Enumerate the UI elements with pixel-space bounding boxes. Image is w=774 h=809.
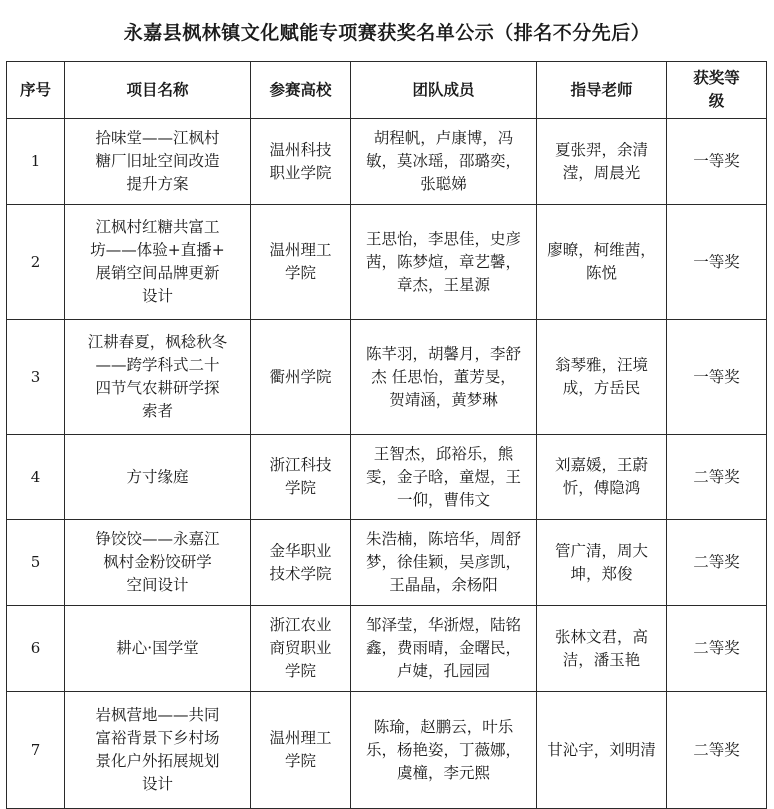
cell-no: 2 xyxy=(7,205,65,320)
cell-members-line: 章杰，王星源 xyxy=(396,275,490,294)
table-row xyxy=(7,119,767,205)
cell-project-line: 糖厂旧址空间改造 xyxy=(95,152,220,170)
table-row xyxy=(7,435,767,520)
cell-project xyxy=(65,320,251,435)
cell-no: 1 xyxy=(7,119,65,205)
cell-project-line: 索者 xyxy=(141,402,173,420)
cell-school-line: 学院 xyxy=(284,264,316,282)
cell-advisors-line: 洁，潘玉艳 xyxy=(562,650,641,669)
cell-project xyxy=(65,606,251,692)
table-row xyxy=(7,320,767,435)
cell-advisors xyxy=(537,520,667,606)
cell-school xyxy=(251,320,351,435)
cell-advisors-line: 甘沁宇，刘明清 xyxy=(547,740,656,759)
cell-award: 一等奖 xyxy=(667,119,767,205)
cell-award: 二等奖 xyxy=(667,435,767,520)
cell-school xyxy=(251,435,351,520)
cell-project-line: 铮饺饺——永嘉江 xyxy=(95,530,220,548)
cell-members-line: 梦，徐佳颖，吴彦凯， xyxy=(365,553,521,571)
cell-award: 二等奖 xyxy=(667,606,767,692)
cell-project-line: 景化户外拓展规划 xyxy=(95,752,220,770)
cell-advisors-line: 滢，周晨光 xyxy=(562,163,641,182)
header-no: 序号 xyxy=(7,62,65,119)
cell-project xyxy=(65,119,251,205)
cell-advisors-line: 刘嘉媛，王蔚 xyxy=(554,456,648,474)
cell-members-line: 贺靖涵，黄梦琳 xyxy=(389,390,498,409)
header-award-line: 获奖等 xyxy=(693,69,740,87)
cell-advisors-line: 陈悦 xyxy=(585,264,617,282)
cell-school xyxy=(251,119,351,205)
header-members: 团队成员 xyxy=(351,62,537,119)
cell-members xyxy=(351,520,537,606)
cell-school-line: 衢州学院 xyxy=(269,367,332,386)
cell-members-line: 一仰，曹伟文 xyxy=(396,490,490,509)
page-title: 永嘉县枫林镇文化赋能专项赛获奖名单公示（排名不分先后） xyxy=(123,22,651,44)
cell-members-line: 王智杰，邱裕乐，熊 xyxy=(373,444,514,463)
cell-project-line: 富裕背景下乡村场 xyxy=(95,729,220,747)
cell-no: 3 xyxy=(7,320,65,435)
header-award xyxy=(667,62,767,119)
cell-project-line: 岩枫营地——共同 xyxy=(95,706,220,724)
cell-members xyxy=(351,435,537,520)
cell-school-line: 学院 xyxy=(284,479,316,497)
cell-members-line: 鑫，费雨晴，金曙民， xyxy=(365,639,521,657)
cell-school-line: 浙江科技 xyxy=(269,456,332,474)
cell-project xyxy=(65,520,251,606)
header-advisors: 指导老师 xyxy=(537,62,667,119)
cell-advisors-line: 夏张羿，余清 xyxy=(554,140,648,159)
cell-advisors-line: 张林文君，高 xyxy=(554,627,648,646)
cell-school-line: 温州科技 xyxy=(269,140,332,159)
cell-school-line: 学院 xyxy=(284,752,316,770)
cell-school-line: 学院 xyxy=(284,662,316,680)
cell-project-line: 设计 xyxy=(141,775,173,793)
cell-no: 6 xyxy=(7,606,65,692)
award-table xyxy=(6,61,767,809)
cell-no: 4 xyxy=(7,435,65,520)
cell-members-line: 王思怡，李思佳，史彦 xyxy=(365,229,521,248)
cell-advisors-line: 坤，郑俊 xyxy=(570,564,633,583)
table-row xyxy=(7,606,767,692)
table-row xyxy=(7,205,767,320)
cell-members xyxy=(351,320,537,435)
cell-members-line: 胡程帆，卢康博，冯 xyxy=(373,129,514,147)
cell-members xyxy=(351,119,537,205)
cell-award: 二等奖 xyxy=(667,692,767,809)
cell-advisors-line: 廖暸，柯维茜， xyxy=(547,241,656,259)
cell-project xyxy=(65,435,251,520)
cell-project-line: 提升方案 xyxy=(126,175,189,193)
cell-members-line: 乐，杨艳姿，丁薇娜， xyxy=(365,740,521,759)
cell-advisors xyxy=(537,320,667,435)
cell-award: 一等奖 xyxy=(667,320,767,435)
cell-school xyxy=(251,692,351,809)
cell-advisors xyxy=(537,692,667,809)
cell-school-line: 温州理工 xyxy=(269,729,332,747)
cell-project-line: 方寸缘庭 xyxy=(126,467,189,486)
cell-no: 5 xyxy=(7,520,65,606)
cell-advisors xyxy=(537,119,667,205)
cell-project xyxy=(65,692,251,809)
cell-members-line: 王晶晶，余杨阳 xyxy=(389,576,498,594)
cell-project-line: 四节气农耕研学探 xyxy=(95,379,220,397)
cell-members-line: 张聪娣 xyxy=(420,175,467,193)
cell-school-line: 技术学院 xyxy=(269,564,332,583)
cell-advisors-line: 成，方岳民 xyxy=(562,379,641,397)
cell-school xyxy=(251,606,351,692)
cell-project-line: 设计 xyxy=(141,287,173,305)
cell-members-line: 雯，金子晗，童煜，王 xyxy=(365,467,521,486)
cell-school-line: 温州理工 xyxy=(269,241,332,259)
cell-project xyxy=(65,205,251,320)
cell-project-line: ——跨学科式二十 xyxy=(95,356,220,374)
cell-members-line: 茜，陈梦煊，章艺馨， xyxy=(365,252,521,271)
cell-members-line: 杰 任思怡，董芳旻， xyxy=(371,367,516,386)
cell-members xyxy=(351,692,537,809)
cell-advisors-line: 管广清，周大 xyxy=(554,541,648,560)
cell-advisors xyxy=(537,205,667,320)
header-school: 参赛高校 xyxy=(251,62,351,119)
cell-project-line: 空间设计 xyxy=(126,576,189,594)
cell-advisors xyxy=(537,606,667,692)
cell-members-line: 卢婕，孔园园 xyxy=(396,662,490,680)
cell-advisors-line: 忻，傅隐鸿 xyxy=(562,479,641,497)
cell-project-line: 展销空间品牌更新 xyxy=(95,264,220,282)
cell-members-line: 陈芊羽，胡馨月，李舒 xyxy=(365,344,521,363)
cell-award: 二等奖 xyxy=(667,520,767,606)
cell-school-line: 金华职业 xyxy=(269,541,332,560)
cell-members-line: 邹泽莹，华浙煜，陆铭 xyxy=(365,616,521,634)
cell-members-line: 虞橦，李元熙 xyxy=(396,763,490,782)
cell-school xyxy=(251,520,351,606)
cell-advisors xyxy=(537,435,667,520)
header-award-line: 级 xyxy=(708,92,725,110)
cell-no: 7 xyxy=(7,692,65,809)
cell-school-line: 职业学院 xyxy=(269,163,332,182)
table-row xyxy=(7,692,767,809)
cell-school-line: 浙江农业 xyxy=(269,616,332,634)
cell-school-line: 商贸职业 xyxy=(269,639,332,657)
cell-project-line: 拾味堂——江枫村 xyxy=(95,129,220,147)
cell-advisors-line: 翁琴雅，汪境 xyxy=(554,356,648,374)
table-header-row xyxy=(7,62,767,119)
cell-members-line: 朱浩楠，陈培华，周舒 xyxy=(365,530,521,548)
cell-project-line: 江枫村红糖共富工 xyxy=(95,218,220,236)
cell-project-line: 江耕春夏，枫稔秋冬 xyxy=(87,333,228,351)
cell-school xyxy=(251,205,351,320)
cell-project-line: 枫村金粉饺研学 xyxy=(103,553,212,571)
cell-award: 一等奖 xyxy=(667,205,767,320)
cell-members xyxy=(351,205,537,320)
table-row xyxy=(7,520,767,606)
cell-members-line: 陈瑜，赵鹏云，叶乐 xyxy=(373,717,514,736)
cell-members-line: 敏，莫冰瑶，邵璐奕， xyxy=(365,152,521,170)
cell-project-line: 坊——体验+直播+ xyxy=(90,241,225,259)
cell-members xyxy=(351,606,537,692)
header-project: 项目名称 xyxy=(65,62,251,119)
cell-project-line: 耕心·国学堂 xyxy=(116,639,199,657)
